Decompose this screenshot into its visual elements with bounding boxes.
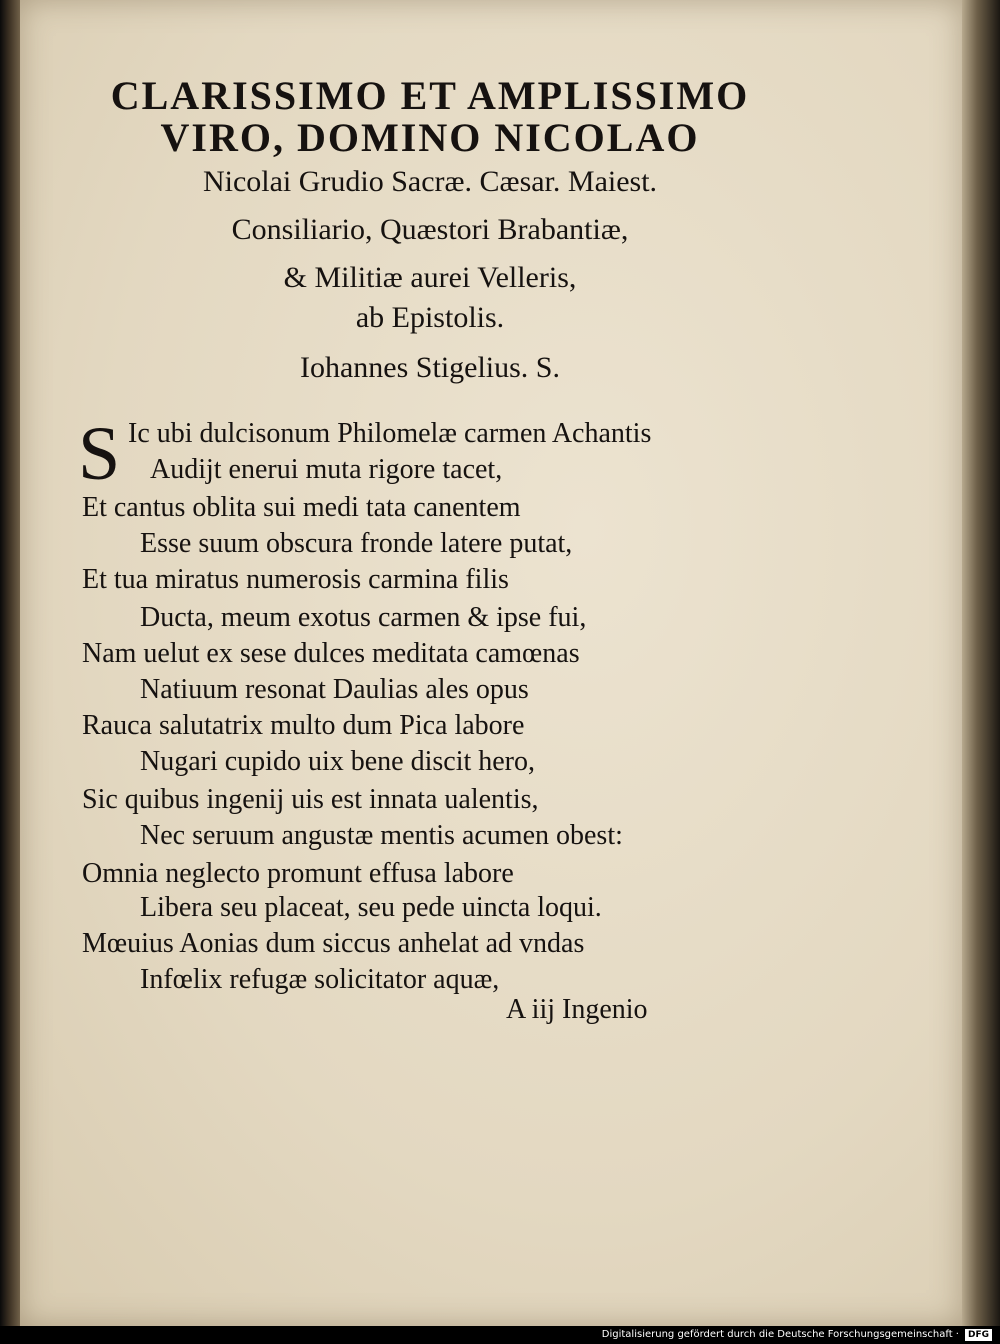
poem-line-5: Et tua miratus numerosis carmina filis: [82, 564, 509, 595]
heading-line-2: VIRO, DOMINO NICOLAO: [160, 115, 700, 160]
poem-line-9: Rauca salutatrix multo dum Pica labore: [82, 710, 525, 741]
footer-credit: Digitalisierung gefördert durch die Deutsche Forschungsgemeinschaft ·: [601, 1329, 959, 1340]
poem-line-12: Nec seruum angustæ mentis acumen obest:: [140, 820, 623, 851]
heading-line-4: Consiliario, Quæstori Brabantiæ,: [231, 213, 629, 246]
poem-line-10: Nugari cupido uix bene discit hero,: [140, 746, 536, 777]
poem-line-3: Et cantus oblita sui medi tata canentem: [82, 492, 521, 523]
heading-line-5: & Militiæ aurei Velleris,: [283, 261, 577, 294]
poem-line-8: Natiuum resonat Daulias ales opus: [140, 674, 529, 705]
poem-line-13: Omnia neglecto promunt effusa labore: [82, 858, 514, 889]
dfg-logo-icon: DFG: [965, 1329, 992, 1341]
greeting: Iohannes Stigelius. S.: [300, 351, 560, 384]
heading-line-3: Nicolai Grudio Sacræ. Cæsar. Maiest.: [202, 165, 658, 198]
poem-line-2: Audijt enerui muta rigore tacet,: [150, 454, 503, 485]
right-facing-page-edge: [962, 0, 1000, 1326]
heading-line-1: CLARISSIMO ET AMPLISSIMO: [110, 73, 750, 118]
left-binding-edge: [0, 0, 22, 1326]
poem-line-15: Mœuius Aonias dum siccus anhelat ad vndas: [82, 928, 585, 959]
heading-line-6: ab Epistolis.: [355, 301, 505, 334]
poem-line-4: Esse suum obscura fronde latere putat,: [140, 528, 573, 559]
catchword: A iij Ingenio: [506, 994, 648, 1025]
digitization-footer: [0, 1326, 1000, 1344]
poem-line-6: Ducta, meum exotus carmen & ipse fui,: [140, 602, 587, 633]
poem-line-11: Sic quibus ingenij uis est innata ualentis,: [82, 784, 539, 815]
poem-line-7: Nam uelut ex sese dulces meditata camœnas: [82, 638, 580, 669]
poem-line-1: Ic ubi dulcisonum Philomelæ carmen Achantis: [128, 418, 652, 449]
poem-line-16: Infœlix refugæ solicitator aquæ,: [140, 964, 500, 995]
drop-cap: S: [78, 412, 121, 496]
poem-line-14: Libera seu placeat, seu pede uincta loqui.: [140, 892, 602, 923]
